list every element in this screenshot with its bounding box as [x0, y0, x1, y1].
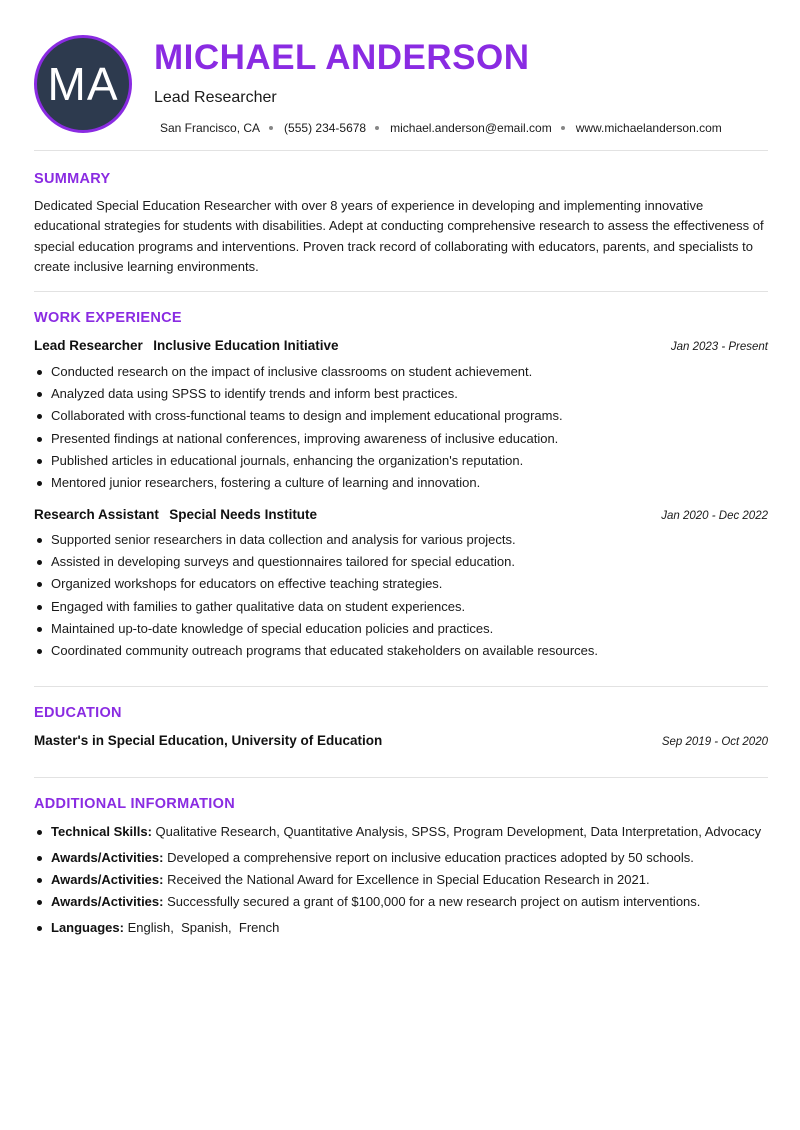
list-item: Presented findings at national conferences, improving awareness of inclusive education. [34, 428, 768, 450]
info-value: Successfully secured a grant of $100,000 for a new research project on autism interventions. [167, 894, 701, 910]
list-item: Organized workshops for educators on effective teaching strategies. [34, 573, 768, 595]
list-item: Maintained up-to-date knowledge of special education policies and practices. [34, 618, 768, 640]
list-item: Engaged with families to gather qualitative data on student experiences. [34, 596, 768, 618]
summary-text: Dedicated Special Education Researcher with over 8 years of experience in developing and implementing innovative educational strategies for students with disabilities. Adept at conducting comprehensive research to assess the effectiveness of special education programs and interventions. Proven track record of collaborating with educators, parents, and specialists to create inclusive learning environments. [34, 198, 764, 274]
education-degree: Master's in Special Education, University of Education [34, 733, 383, 748]
job-bullet-list [34, 529, 768, 662]
candidate-title: Lead Researcher [154, 89, 277, 106]
separator-dot-icon [561, 126, 565, 130]
avatar [34, 35, 132, 133]
list-item [34, 891, 768, 913]
info-key: Languages: [51, 919, 124, 935]
info-key: Awards/Activities: [51, 871, 164, 887]
education-heading: EDUCATION [34, 705, 122, 721]
list-item: Conducted research on the impact of inclusive classrooms on student achievement. [34, 361, 768, 383]
info-value: Developed a comprehensive report on inclusive education practices adopted by 50 schools. [167, 849, 694, 865]
info-value: Qualitative Research, Quantitative Analysis, SPSS, Program Development, Data Interpretation, Advocacy [155, 824, 762, 839]
separator-dot-icon [269, 126, 273, 130]
info-key: Awards/Activities: [51, 849, 164, 865]
job-header [34, 337, 768, 355]
work-experience-heading: WORK EXPERIENCE [34, 310, 182, 326]
summary-heading: SUMMARY [34, 171, 111, 187]
education-entry [34, 733, 768, 748]
additional-info-heading: ADDITIONAL INFORMATION [34, 796, 235, 812]
contact-location: San Francisco, CA [160, 121, 261, 135]
contact-line [160, 120, 776, 136]
job-dates: Jan 2023 - Present [670, 341, 768, 353]
contact-phone: (555) 234-5678 [284, 121, 367, 135]
contact-email: michael.anderson@email.com [390, 121, 552, 135]
job-bullet-list [34, 361, 768, 494]
additional-info-list [34, 821, 768, 939]
resume-page [34, 0, 768, 935]
job-header [34, 506, 768, 524]
info-key: Awards/Activities: [51, 894, 164, 910]
list-item: Analyzed data using SPSS to identify trends and inform best practices. [34, 383, 768, 405]
divider [34, 150, 768, 151]
job-role: Lead Researcher [34, 338, 143, 353]
list-item [34, 847, 768, 869]
list-item [34, 917, 768, 939]
divider [34, 686, 768, 687]
avatar-initials: MA [47, 58, 119, 110]
job-organization: Special Needs Institute [169, 507, 318, 522]
info-value: Received the National Award for Excellence in Special Education Research in 2021. [167, 871, 650, 887]
list-item: Published articles in educational journals, enhancing the organization's reputation. [34, 450, 768, 472]
info-key: Technical Skills: [51, 824, 152, 839]
education-dates: Sep 2019 - Oct 2020 [661, 736, 768, 748]
list-item: Assisted in developing surveys and questionnaires tailored for special education. [34, 551, 768, 573]
resume-header [34, 0, 768, 150]
divider [34, 777, 768, 778]
list-item: Collaborated with cross-functional teams to design and implement educational programs. [34, 405, 768, 427]
list-item [34, 821, 768, 843]
list-item: Mentored junior researchers, fostering a culture of learning and innovation. [34, 472, 768, 494]
job-dates: Jan 2020 - Dec 2022 [661, 510, 768, 522]
job-organization: Inclusive Education Initiative [153, 338, 339, 353]
list-item [34, 869, 768, 891]
divider [34, 291, 768, 292]
job-role: Research Assistant [34, 507, 159, 522]
list-item: Supported senior researchers in data collection and analysis for various projects. [34, 529, 768, 551]
candidate-name: MICHAEL ANDERSON [154, 38, 530, 77]
info-value: English, Spanish, French [127, 919, 280, 935]
list-item: Coordinated community outreach programs that educated stakeholders on available resources. [34, 640, 768, 662]
separator-dot-icon [375, 126, 379, 130]
contact-website: www.michaelanderson.com [575, 121, 722, 135]
